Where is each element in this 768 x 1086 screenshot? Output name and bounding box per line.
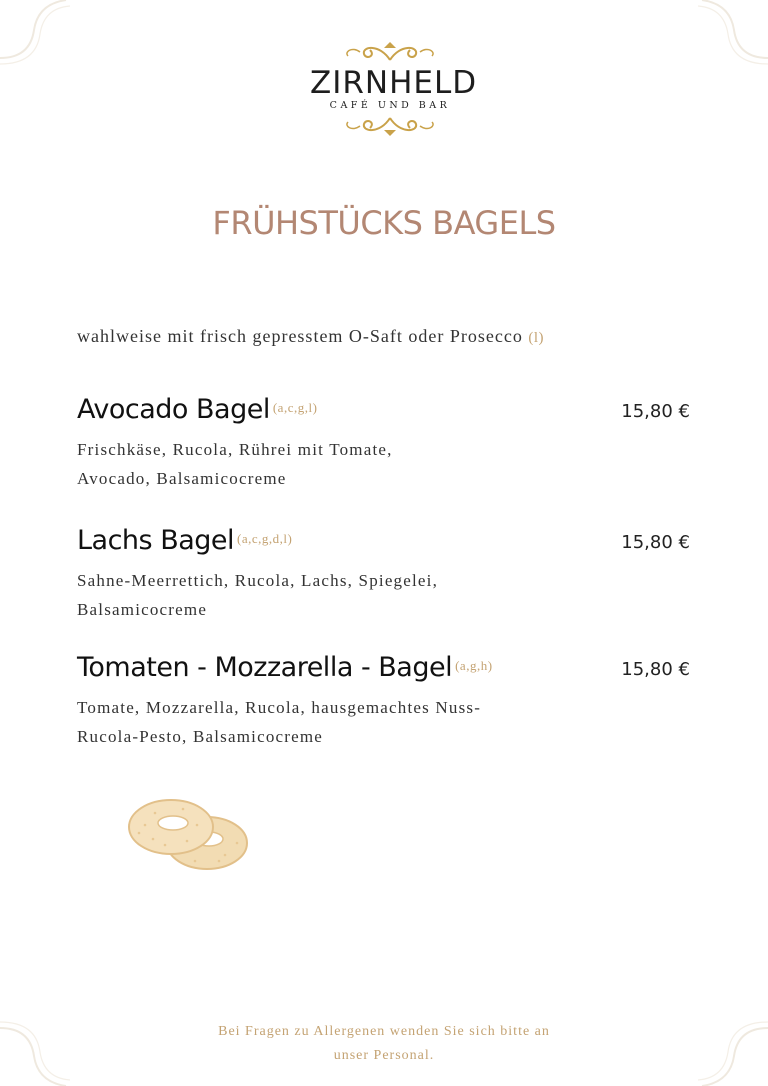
bagel-illustration-icon xyxy=(125,795,255,875)
intro-text xyxy=(77,326,544,347)
description-line: Avocado, Balsamicocreme xyxy=(77,469,287,488)
item-description xyxy=(77,566,547,624)
logo-name: ZIRNHELD xyxy=(310,65,478,101)
description-line: Sahne-Meerrettich, Rucola, Lachs, Spiegelei, xyxy=(77,571,439,590)
logo xyxy=(310,40,478,140)
allergen-footer xyxy=(0,1020,768,1068)
item-description xyxy=(77,435,547,493)
item-price: 15,80 € xyxy=(621,532,690,553)
corner-ornament-icon xyxy=(0,0,70,70)
description-line: Tomate, Mozzarella, Rucola, hausgemachtes Nuss- xyxy=(77,698,482,717)
menu-item xyxy=(77,394,697,493)
gold-flourish-icon xyxy=(340,40,440,64)
corner-ornament-icon xyxy=(698,0,768,70)
logo-subtitle: CAFÉ UND BAR xyxy=(329,100,451,111)
page-title: FRÜHSTÜCKS BAGELS xyxy=(212,204,556,242)
intro-allergens: (l) xyxy=(528,330,545,346)
footer-line: Bei Fragen zu Allergenen wenden Sie sich bitte an xyxy=(218,1024,550,1039)
item-allergens: (a,c,g,l) xyxy=(272,400,318,415)
item-description xyxy=(77,693,547,751)
item-name: Avocado Bagel xyxy=(77,394,270,425)
item-allergens: (a,g,h) xyxy=(455,658,493,673)
item-name: Tomaten - Mozzarella - Bagel xyxy=(77,652,453,683)
item-price: 15,80 € xyxy=(621,659,690,680)
description-line: Balsamicocreme xyxy=(77,600,208,619)
menu-item xyxy=(77,652,697,751)
intro-label: wahlweise mit frisch gepresstem O-Saft oder Prosecco xyxy=(77,326,523,346)
footer-line: unser Personal. xyxy=(333,1048,435,1063)
item-name: Lachs Bagel xyxy=(77,525,235,556)
item-price: 15,80 € xyxy=(621,401,690,422)
description-line: Frischkäse, Rucola, Rührei mit Tomate, xyxy=(77,440,393,459)
description-line: Rucola-Pesto, Balsamicocreme xyxy=(77,727,324,746)
menu-item xyxy=(77,525,697,624)
item-allergens: (a,c,g,d,l) xyxy=(237,531,293,546)
gold-flourish-icon xyxy=(340,114,440,138)
